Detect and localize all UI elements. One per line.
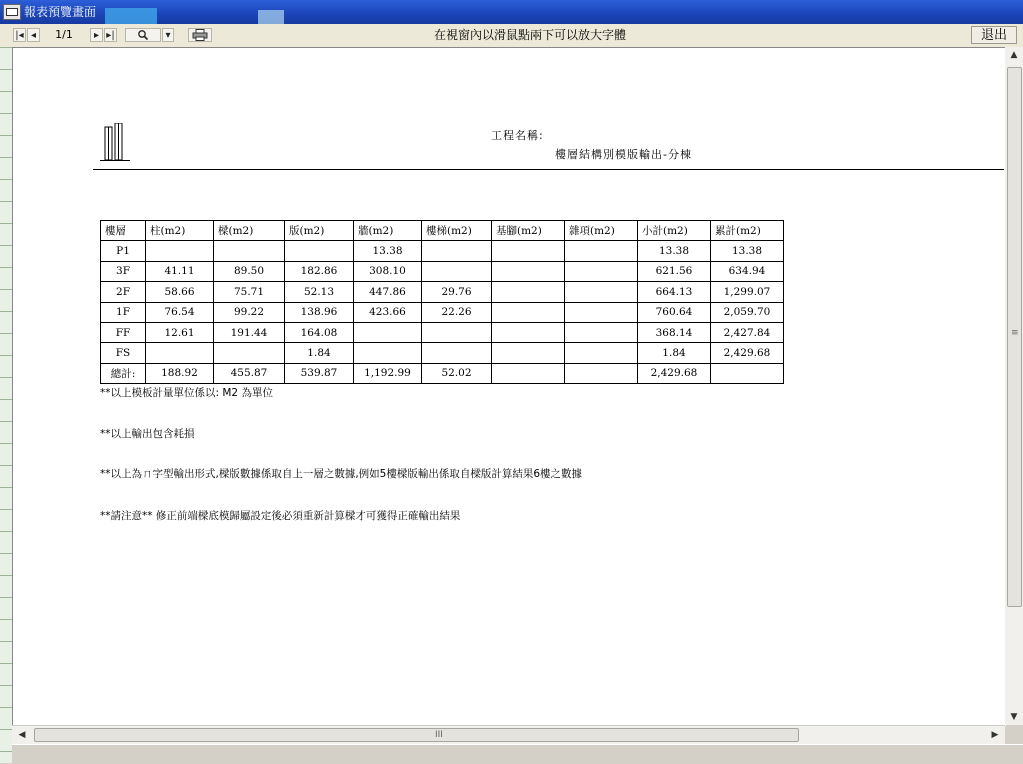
table-cell [565,261,638,281]
table-cell [422,241,492,261]
table-cell: 188.92 [146,363,214,383]
table-cell: 191.44 [214,322,285,342]
table-cell [565,363,638,383]
table-cell: 13.38 [354,241,422,261]
table-cell [422,261,492,281]
table-cell [354,322,422,342]
table-cell: 1.84 [285,343,354,363]
table-cell: 13.38 [711,241,784,261]
table-header-row [101,221,784,241]
table-cell: 1,299.07 [711,282,784,302]
table-row [101,261,784,281]
table-header-cell: 牆(m2) [354,221,422,241]
table-cell: 75.71 [214,282,285,302]
table-cell: 2,429.68 [638,363,711,383]
table-cell: FF [101,322,146,342]
table-cell [354,343,422,363]
table-cell [492,343,565,363]
table-cell [422,322,492,342]
table-row [101,363,784,383]
table-header-cell: 累計(m2) [711,221,784,241]
table-header-cell: 柱(m2) [146,221,214,241]
table-cell: 760.64 [638,302,711,322]
status-area [12,744,1023,764]
table-header-cell: 樓梯(m2) [422,221,492,241]
table-cell: 52.13 [285,282,354,302]
table-header-cell: 樑(m2) [214,221,285,241]
table-cell [422,343,492,363]
vertical-scrollbar[interactable] [1005,47,1023,725]
table-cell: 3F [101,261,146,281]
table-cell: 308.10 [354,261,422,281]
report-preview-page[interactable] [12,47,1006,726]
table-cell: 164.08 [285,322,354,342]
table-cell: 2,429.68 [711,343,784,363]
table-cell: 138.96 [285,302,354,322]
table-cell: 182.86 [285,261,354,281]
scroll-right-icon[interactable]: ▶ [991,730,999,740]
header-divider [93,169,1004,170]
table-cell: 41.11 [146,261,214,281]
table-header-cell: 樓層 [101,221,146,241]
note-loss: **以上輸出包含耗損 [100,428,195,440]
exit-button[interactable]: 退出 [971,26,1017,44]
table-cell: FS [101,343,146,363]
table-cell: 1,192.99 [354,363,422,383]
table-header-cell: 版(m2) [285,221,354,241]
title-bar [0,0,1023,24]
title-bar-decoration [258,10,284,24]
table-cell: 368.14 [638,322,711,342]
preview-toolbar [0,24,1023,48]
table-cell [214,241,285,261]
first-page-icon[interactable]: |◂ [13,28,26,42]
table-cell: 52.02 [422,363,492,383]
scroll-down-icon[interactable]: ▼ [1010,712,1018,722]
table-cell: 12.61 [146,322,214,342]
note-warning: **請注意** 修正前端樑底模歸屬設定後必須重新計算樑才可獲得正確輸出結果 [100,510,461,522]
table-cell: 29.76 [422,282,492,302]
table-cell [146,241,214,261]
horizontal-scrollbar[interactable] [12,725,1005,744]
table-cell: 58.66 [146,282,214,302]
building-logo-icon [100,123,130,161]
table-cell: 89.50 [214,261,285,281]
table-cell: 2,427.84 [711,322,784,342]
next-page-icon[interactable]: ▸ [90,28,103,42]
table-row [101,302,784,322]
table-row [101,343,784,363]
table-cell: 22.26 [422,302,492,322]
table-cell [285,241,354,261]
table-cell: 423.66 [354,302,422,322]
table-cell [492,302,565,322]
horizontal-scroll-thumb[interactable]: III [34,728,799,742]
formwork-table [100,220,784,384]
table-row [101,282,784,302]
report-subtitle: 樓層結構別模版輸出-分棟 [555,148,692,161]
project-name-label: 工程名稱: [491,129,544,142]
table-cell: 1F [101,302,146,322]
note-unit: **以上模板計量單位係以: M2 為單位 [100,387,273,399]
table-cell: 621.56 [638,261,711,281]
page-indicator: 1/1 [55,28,73,41]
vertical-scroll-thumb[interactable]: ≡ [1007,67,1022,607]
table-cell [711,363,784,383]
prev-page-icon[interactable]: ◂ [27,28,40,42]
table-cell [492,363,565,383]
table-cell [565,302,638,322]
table-cell: 2,059.70 [711,302,784,322]
title-bar-decoration [105,8,157,24]
table-cell [146,343,214,363]
scroll-left-icon[interactable]: ◀ [18,730,26,740]
table-header-cell: 小計(m2) [638,221,711,241]
table-cell [214,343,285,363]
table-cell: P1 [101,241,146,261]
scroll-up-icon[interactable]: ▲ [1010,50,1018,60]
table-row [101,241,784,261]
table-cell: 2F [101,282,146,302]
table-cell: 總計: [101,363,146,383]
table-cell: 99.22 [214,302,285,322]
table-cell [565,282,638,302]
magnifier-icon[interactable] [125,28,161,42]
table-header-cell: 雜項(m2) [565,221,638,241]
table-cell: 539.87 [285,363,354,383]
table-cell [492,241,565,261]
zoom-hint-text: 在視窗內以滑鼠點兩下可以放大字體 [433,28,626,42]
window-app-icon [3,4,21,20]
table-cell: 76.54 [146,302,214,322]
last-page-icon[interactable]: ▸| [104,28,117,42]
table-cell: 447.86 [354,282,422,302]
table-cell [492,322,565,342]
table-cell [565,343,638,363]
printer-icon[interactable] [188,28,212,42]
table-cell: 634.94 [711,261,784,281]
table-row [101,322,784,342]
window-title: 報表預覽畫面 [24,5,97,19]
table-cell: 1.84 [638,343,711,363]
table-cell [565,322,638,342]
table-cell: 13.38 [638,241,711,261]
table-cell [492,261,565,281]
table-header-cell: 基腳(m2) [492,221,565,241]
table-cell: 455.87 [214,363,285,383]
table-cell: 664.13 [638,282,711,302]
table-cell [492,282,565,302]
note-u-shape: **以上為ㄇ字型輸出形式,樑版數據係取自上一層之數據,例如5樓樑版輸出係取自樑版計算結果6樓之數據 [100,468,583,480]
dropdown-arrow-icon[interactable]: ▾ [162,28,174,42]
table-cell [565,241,638,261]
